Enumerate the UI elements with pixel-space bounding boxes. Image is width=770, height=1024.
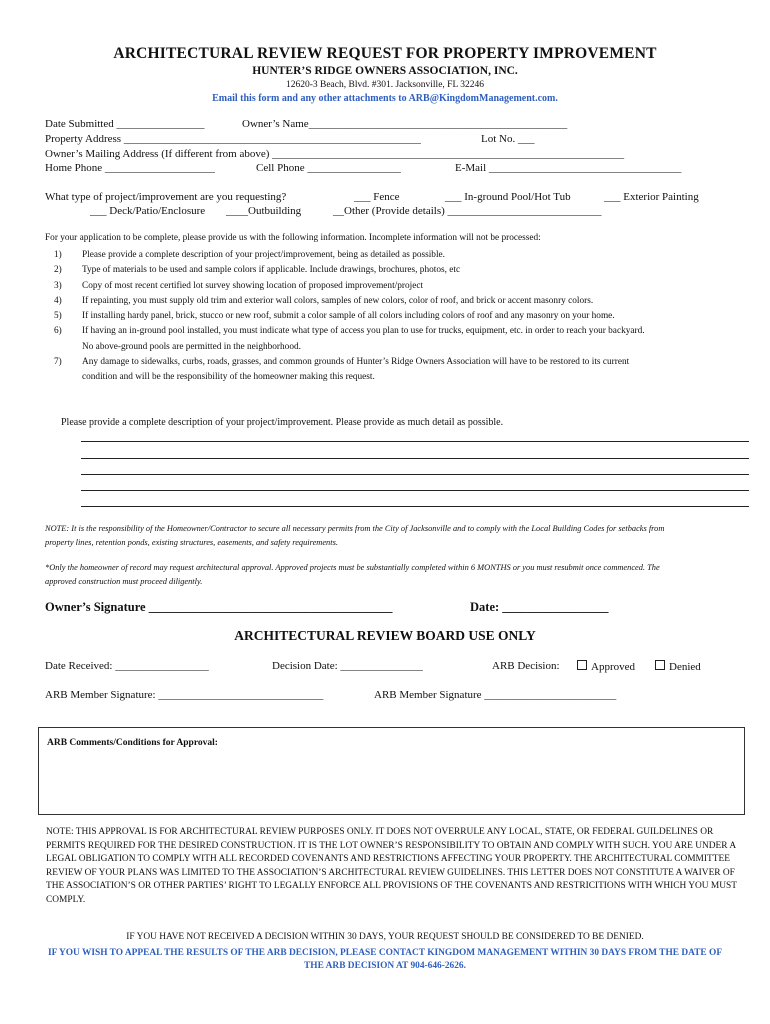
description-line-3[interactable]: [81, 474, 749, 475]
owner-signature-field[interactable]: Owner’s Signature _______________________________________: [45, 600, 393, 614]
appeal-notice: IF YOU WISH TO APPEAL THE RESULTS OF THE ARB DECISION, PLEASE CONTACT KINGDOM MANAGEMENT WITHIN 30 DAYS FROM THE DATE OF THE ARB DECISION AT 904-646-2626.: [47, 948, 723, 971]
fence-option[interactable]: ___ Fence: [354, 191, 400, 203]
property-address-field[interactable]: Property Address ______________________________________________________: [45, 133, 421, 145]
project-type-question: What type of project/improvement are you requesting?: [45, 191, 287, 203]
arb-member-signature-1[interactable]: ARB Member Signature: ______________________________: [45, 689, 324, 701]
comments-box[interactable]: [38, 727, 745, 815]
home-phone-field[interactable]: Home Phone ____________________: [45, 162, 215, 174]
pool-option[interactable]: ___ In-ground Pool/Hot Tub: [445, 191, 571, 203]
approved-checkbox[interactable]: Approved: [577, 660, 635, 673]
date-submitted-field[interactable]: Date Submitted ________________: [45, 118, 205, 130]
form-title: ARCHITECTURAL REVIEW REQUEST FOR PROPERTY IMPROVEMENT: [113, 45, 657, 62]
mailing-address-field[interactable]: Owner’s Mailing Address (If different from above) ________________________________________________________________: [45, 148, 625, 160]
email-field[interactable]: E-Mail ___________________________________: [455, 162, 682, 174]
description-line-2[interactable]: [81, 458, 749, 459]
comments-label: ARB Comments/Conditions for Approval:: [47, 738, 218, 748]
permit-note-line-1: NOTE: It is the responsibility of the Homeowner/Contractor to secure all necessary permits from the City of Jacksonville and to comply with the Local Building Codes for setbacks from: [45, 524, 665, 533]
email-instruction[interactable]: Email this form and any other attachments to ARB@KingdomManagement.com.: [212, 93, 558, 104]
list-item: 5) If installing hardy panel, brick, stucco or new roof, submit a color sample of all colors including colors of roof and any masonry on your home.: [54, 311, 615, 322]
approval-note: NOTE: THIS APPROVAL IS FOR ARCHITECTURAL REVIEW PURPOSES ONLY. IT DOES NOT OVERRULE ANY LOCAL, STATE, OR FEDERAL GUILDELINES OR PERMITS REQUIRED FOR THE DESIRED CONSTRUCTION. IT IS THE LOT OWNER’S RESPONSIBILITY TO OBTAIN AND COMPLY WITH SUCH. YOU ARE UNDER A LEGAL OBLIGATION TO COMPLY WITH ALL RECORDED COVENANTS AND RESTRICTIONS AFFECTING YOUR PROPERTY. THE ARCHITECTURAL COMMITTEE REVIEW OF YOUR PLANS WAS LIMITED TO THE ASSOCIATION’S ARCHITECTURAL REVIEW GUIDELINES. THIS LETTER DOES NOT CONSTITUTE A WAIVER OF THE ASSOCIATION’S OR OTHER PARTIES’ RIGHT TO LEGALLY ENFORCE ALL PROVISIONS OF THE COVENANTS AND RESTRICITIONS WITH WHICH YOU MUST COMPLY.: [46, 827, 737, 905]
arb-member-signature-2[interactable]: ARB Member Signature ________________________: [374, 689, 617, 701]
other-option[interactable]: __Other (Provide details) ____________________________: [333, 205, 602, 217]
homeowner-note-line-1: *Only the homeowner of record may request architectural approval. Approved projects must be substantially completed within 6 MONTHS or you must resubmit once commenced. The: [45, 563, 660, 572]
date-received-field[interactable]: Date Received: _________________: [45, 660, 209, 672]
list-item: 1) Please provide a complete description of your project/improvement, being as detailed as possible.: [54, 250, 445, 260]
cell-phone-field[interactable]: Cell Phone _________________: [256, 162, 401, 174]
denied-checkbox[interactable]: Denied: [655, 660, 701, 673]
description-line-4[interactable]: [81, 490, 749, 491]
decision-date-field[interactable]: Decision Date: _______________: [272, 660, 423, 672]
permit-note-line-2: property lines, retention ponds, existing structures, easements, and safety requirements.: [45, 538, 338, 547]
requirements-list: [44, 248, 754, 386]
association-address: 12620-3 Beach, Blvd. #301. Jacksonville, FL 32246: [285, 80, 485, 90]
list-item: 2) Type of materials to be used and sample colors if applicable. Include drawings, brochures, photos, etc: [54, 265, 461, 276]
list-item: 7) Any damage to sidewalks, curbs, roads, grasses, and common grounds of Hunter’s Ridge Owners Association will have to be restored to its current: [54, 357, 630, 368]
list-item: 6) If having an in-ground pool installed, you must indicate what type of access you plan to use for trucks, equipment, etc. in order to reach your backyard.: [54, 326, 645, 337]
arb-decision-label: ARB Decision:: [492, 660, 560, 672]
owner-name-field[interactable]: Owner’s Name_______________________________________________: [242, 118, 568, 130]
deck-option[interactable]: ___ Deck/Patio/Enclosure: [90, 205, 206, 217]
association-name: HUNTER’S RIDGE OWNERS ASSOCIATION, INC.: [252, 65, 518, 77]
lot-no-field[interactable]: Lot No. ___: [481, 133, 535, 145]
checkbox-icon: [577, 660, 587, 670]
list-item: No above-ground pools are permitted in the neighborhood.: [82, 341, 301, 352]
description-line-5[interactable]: [81, 506, 749, 507]
homeowner-note-line-2: approved construction must proceed diligently.: [45, 577, 203, 586]
outbuilding-option[interactable]: ____Outbuilding: [226, 205, 302, 217]
painting-option[interactable]: ___ Exterior Painting: [604, 191, 699, 203]
requirements-intro: For your application to be complete, please provide us with the following information. Incomplete information will not be processed:: [45, 233, 541, 243]
description-line-1[interactable]: [81, 441, 749, 442]
list-item: condition and will be the responsibility of the homeowner making this request.: [82, 372, 375, 383]
list-item: 4) If repainting, you must supply old trim and exterior wall colors, samples of new colors, color of roof, and brick or accent masonry colors.: [54, 295, 594, 306]
decision-notice: IF YOU HAVE NOT RECEIVED A DECISION WITHIN 30 DAYS, YOUR REQUEST SHOULD BE CONSIDERED TO BE DENIED.: [126, 932, 644, 942]
board-heading: ARCHITECTURAL REVIEW BOARD USE ONLY: [234, 628, 536, 643]
list-item: 3) Copy of most recent certified lot survey showing location of proposed improvement/project: [54, 280, 424, 291]
signature-date-field[interactable]: Date: _________________: [470, 600, 609, 614]
checkbox-icon: [655, 660, 665, 670]
description-prompt: Please provide a complete description of your project/improvement. Please provide as much detail as possible.: [61, 417, 504, 428]
